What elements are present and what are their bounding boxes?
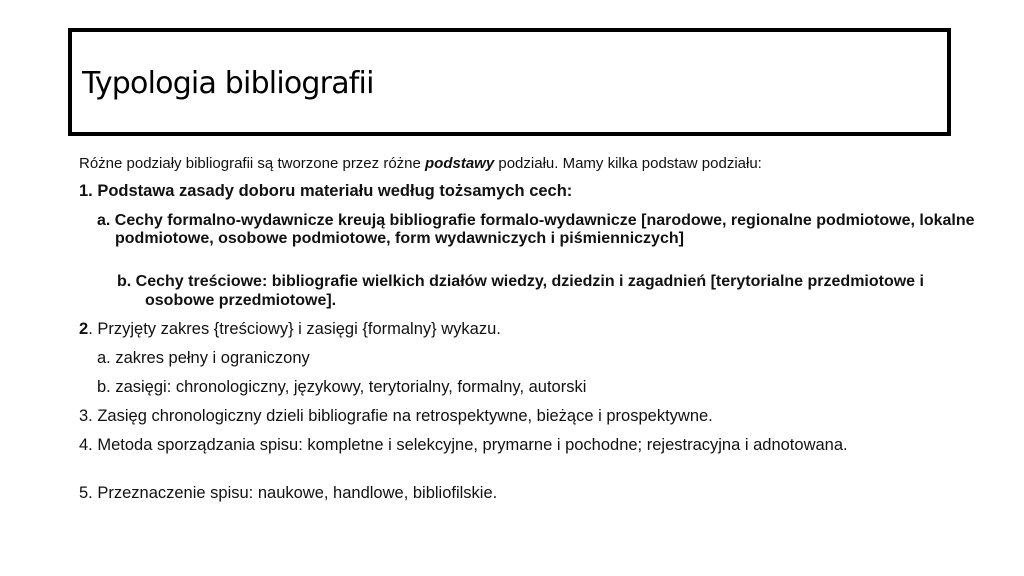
- list-item-2-number: 2: [79, 320, 89, 338]
- list-item-1b-text: b. Cechy treściowe: bibliografie wielkich działów wiedzy, dziedzin i zagadnień [terytorialne przedmiotowe i osobowe przedmiotowe].: [117, 273, 924, 309]
- list-item-1a-text: a. Cechy formalno-wydawnicze kreują bibliografie formalo-wydawnicze [narodowe, regionalne podmiotowe, lokalne podmiotowe, osobowe podmiotowe, form wydawniczych i piśmienniczych]: [97, 212, 975, 247]
- list-item-5: 5. Przeznaczenie spisu: naukowe, handlowe, bibliofilskie.: [79, 484, 498, 502]
- list-item-2a: a. zakres pełny i ograniczony: [97, 349, 310, 367]
- list-item-1: 1. Podstawa zasady doboru materiału według tożsamych cech:: [79, 182, 573, 200]
- intro-before: Różne podziały bibliografii są tworzone przez różne: [79, 155, 426, 172]
- intro-text: [79, 155, 762, 172]
- list-item-2-text: . Przyjęty zakres {treściowy} i zasięgi {formalny} wykazu.: [88, 320, 501, 338]
- list-item-1a: [97, 212, 977, 248]
- slide-title: Typologia bibliografii: [82, 66, 374, 101]
- intro-after: podziału. Mamy kilka podstaw podziału:: [494, 155, 762, 172]
- list-item-1b: [117, 272, 997, 310]
- list-item-4-text: 4. Metoda sporządzania spisu: kompletne i selekcyjne, prymarne i pochodne; rejestracyjna i adnotowana.: [79, 436, 848, 454]
- intro-emphasis: podstawy: [425, 155, 495, 172]
- list-item-3: 3. Zasięg chronologiczny dzieli bibliografie na retrospektywne, bieżące i prospektywne.: [79, 407, 713, 425]
- list-item-2b: b. zasięgi: chronologiczny, językowy, terytorialny, formalny, autorski: [97, 378, 587, 396]
- list-item-4: [79, 436, 979, 454]
- list-item-2: [79, 320, 501, 339]
